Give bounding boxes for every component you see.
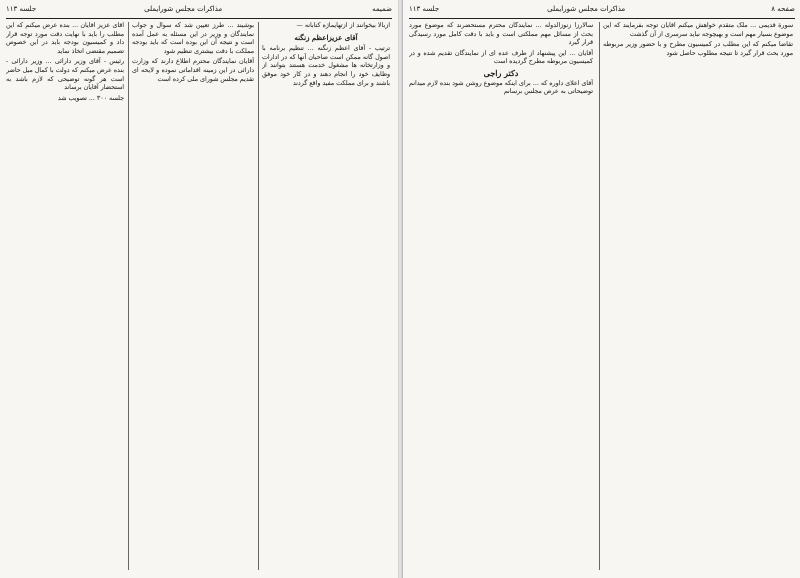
right-col1-paragraph-3: آقای اعلای داوره که ... برای اینکه موضوع روشن شود بنده لازم میدانم توضیحاتی به عرض مجلس برسانم bbox=[409, 79, 593, 96]
right-page-column-1 bbox=[409, 22, 593, 570]
left-page-title: مذاکرات مجلس شورایملی bbox=[144, 5, 223, 13]
right-page-column-2 bbox=[603, 22, 793, 570]
left-page bbox=[0, 0, 399, 578]
left-column-divider-1 bbox=[258, 22, 259, 570]
left-col1-paragraph-2: ترتیب - آقای اعظم زنگنه ... تنظیم برنامه با اصول گانه ممکن است صاحبان آنها که در ادارات و وزارتخانه ها مشغول خدمت هستند بتوانند از وظایف خود را انجام دهند و در کار خود موفق باشند و برای مملکت مفید واقع گردند bbox=[262, 45, 390, 87]
left-col1-subheading: آقای عزیزاعظم زنگنه bbox=[294, 32, 358, 42]
right-page-section: صفحه ۸ bbox=[771, 5, 795, 13]
right-page-title: مذاکرات مجلس شورایملی bbox=[547, 5, 626, 13]
left-page-header bbox=[6, 4, 392, 19]
right-col1-signature: دکتر راجی bbox=[483, 67, 519, 78]
left-page-column-1 bbox=[262, 22, 390, 570]
left-page-section: ضمیمه bbox=[372, 5, 392, 13]
left-col3-paragraph-2: رئیس - آقای وزیر دارائی ... وزیر دارائی - بنده عرض میکنم که دولت با کمال میل حاضر است هر گونه توضیحی که لازم باشد به استحضار آقایان برساند bbox=[6, 58, 124, 92]
left-column-divider-2 bbox=[128, 22, 129, 570]
left-col3-paragraph-1: آقای عزیز آقایان ... بنده عرض میکنم که این مطلب را باید با نهایت دقت مورد توجه قرار داد و کمیسیون بودجه باید در این خصوص تصمیم مقتضی اتخاذ نماید bbox=[6, 22, 124, 55]
right-column-divider bbox=[599, 22, 600, 570]
right-col2-paragraph-2: تقاضا میکنم که این مطلب در کمیسیون مطرح و با حضور وزیر مربوطه مورد بحث قرار گیرد تا نتیجه مطلوب حاصل شود bbox=[603, 41, 793, 57]
left-page-column-2 bbox=[132, 22, 254, 570]
right-col1-paragraph-2: آقایان ... این پیشنهاد از طرف عده ای از نمایندگان تقدیم شده و در کمیسیون مربوطه مطرح گردیده است bbox=[409, 49, 593, 66]
right-page-session: جلسه ۱۱۳ bbox=[409, 5, 440, 13]
right-col1-paragraph-1: سالارزا زنوزالدوله ... نمایندگان محترم مستحضرند که موضوع مورد بحث از مسائل مهم مملکتی است و باید با دقت کامل مورد رسیدگی قرار گیرد bbox=[409, 22, 593, 47]
left-col1-paragraph-1: ازبالا بیخوانند از ازتهایماژه کتابانه — bbox=[296, 22, 390, 29]
left-col2-paragraph-2: آقایان نمایندگان محترم اطلاع دارند که وزارت دارائی در این زمینه اقداماتی نموده و لایحه ای تقدیم مجلس شورای ملی کرده است bbox=[132, 58, 254, 83]
right-page bbox=[402, 0, 800, 578]
left-col3-paragraph-3: جلسه ۳۰۰ ... تصویب شد bbox=[57, 94, 124, 102]
left-page-column-3 bbox=[6, 22, 124, 570]
left-page-session: جلسه ۱۱۳ bbox=[6, 5, 37, 13]
right-page-header bbox=[409, 4, 795, 19]
right-col2-paragraph-1: سورة قدیمی ... ملک متقدم خواهش میکنم آقایان توجه بفرمایند که این موضوع بسیار مهم است و بهیچوجه نباید سرسری از آن گذشت bbox=[603, 22, 793, 38]
left-col2-paragraph-1: بوشیند ... طرز تعیین شد که سوال و جواب نمایندگان و وزیر در این مسئله به عمل آمده است و نتیجه آن این بوده است که باید بودجه مملکت با دقت بیشتری تنظیم شود bbox=[132, 22, 254, 55]
